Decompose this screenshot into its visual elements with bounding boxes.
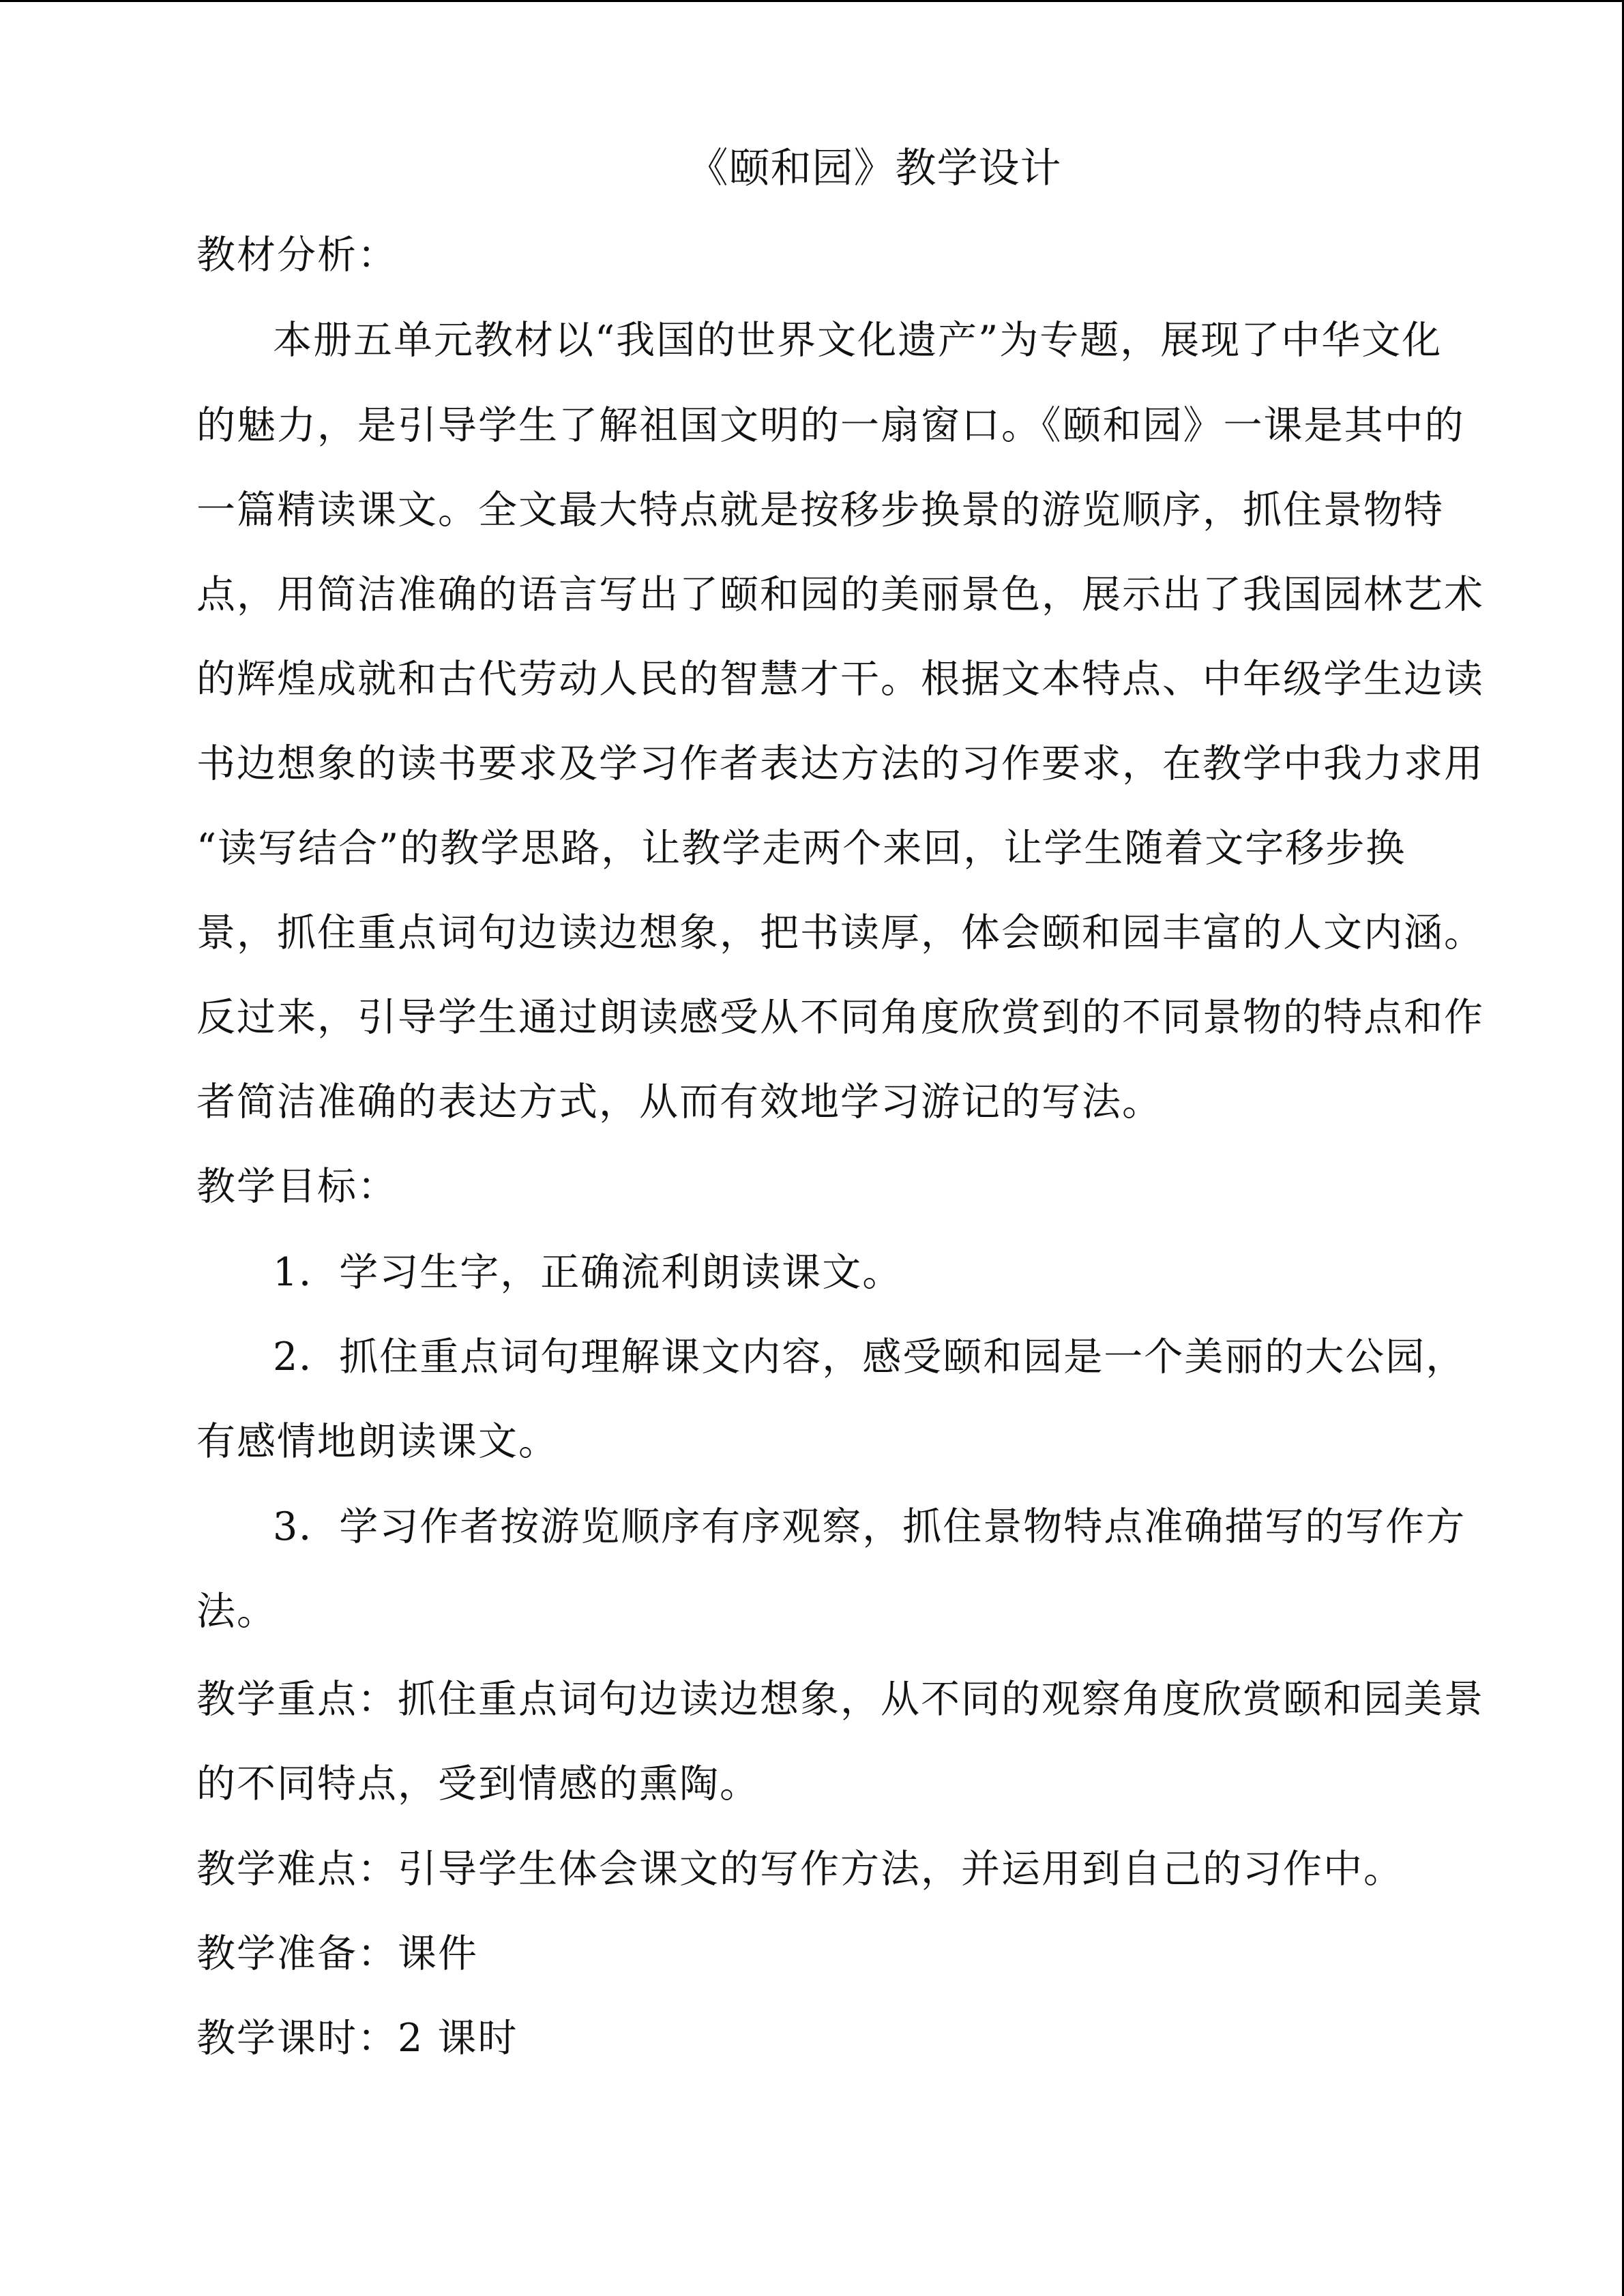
analysis-line: 景，抓住重点词句边读边想象，把书读厚，体会颐和园丰富的人文内涵。: [196, 910, 1484, 955]
class-periods: 教学课时：2 课时: [196, 2016, 518, 2061]
analysis-line: 反过来，引导学生通过朗读感受从不同角度欣赏到的不同景物的特点和作: [196, 995, 1484, 1040]
goal-item-1: 1．学习生字，正确流利朗读课文。: [273, 1250, 903, 1295]
preparation: 教学准备：课件: [196, 1931, 478, 1976]
goal-item-3-continued: 法。: [196, 1589, 277, 1634]
goal-item-2-continued: 有感情地朗读课文。: [196, 1419, 559, 1464]
goal-item-2: 2．抓住重点词句理解课文内容，感受颐和园是一个美丽的大公园，: [273, 1335, 1466, 1380]
analysis-line: 点，用简洁准确的语言写出了颐和园的美丽景色，展示出了我国园林艺术: [196, 572, 1484, 617]
difficulty: 教学难点：引导学生体会课文的写作方法，并运用到自己的习作中。: [196, 1847, 1404, 1892]
key-point: 教学重点：抓住重点词句边读边想象，从不同的观察角度欣赏颐和园美景: [196, 1677, 1484, 1722]
analysis-line: 书边想象的读书要求及学习作者表达方法的习作要求，在教学中我力求用: [196, 741, 1484, 786]
analysis-line: 一篇精读课文。全文最大特点就是按移步换景的游览顺序，抓住景物特: [196, 488, 1444, 533]
goal-item-3: 3．学习作者按游览顺序有序观察，抓住景物特点准确描写的写作方: [273, 1504, 1466, 1549]
analysis-line: 本册五单元教材以“我国的世界文化遗产”为专题，展现了中华文化: [273, 318, 1443, 363]
analysis-line: “读写结合”的教学思路，让教学走两个来回，让学生随着文字移步换: [196, 826, 1406, 871]
key-point-continued: 的不同特点，受到情感的熏陶。: [196, 1761, 760, 1806]
section-heading-goals: 教学目标：: [196, 1164, 398, 1209]
document-title: 《颐和园》教学设计: [687, 145, 1062, 192]
section-heading-analysis: 教材分析：: [196, 233, 398, 278]
analysis-line: 的辉煌成就和古代劳动人民的智慧才干。根据文本特点、中年级学生边读: [196, 657, 1484, 702]
analysis-line: 的魅力，是引导学生了解祖国文明的一扇窗口。《颐和园》一课是其中的: [196, 403, 1465, 448]
analysis-line: 者简洁准确的表达方式，从而有效地学习游记的写法。: [196, 1079, 1162, 1124]
